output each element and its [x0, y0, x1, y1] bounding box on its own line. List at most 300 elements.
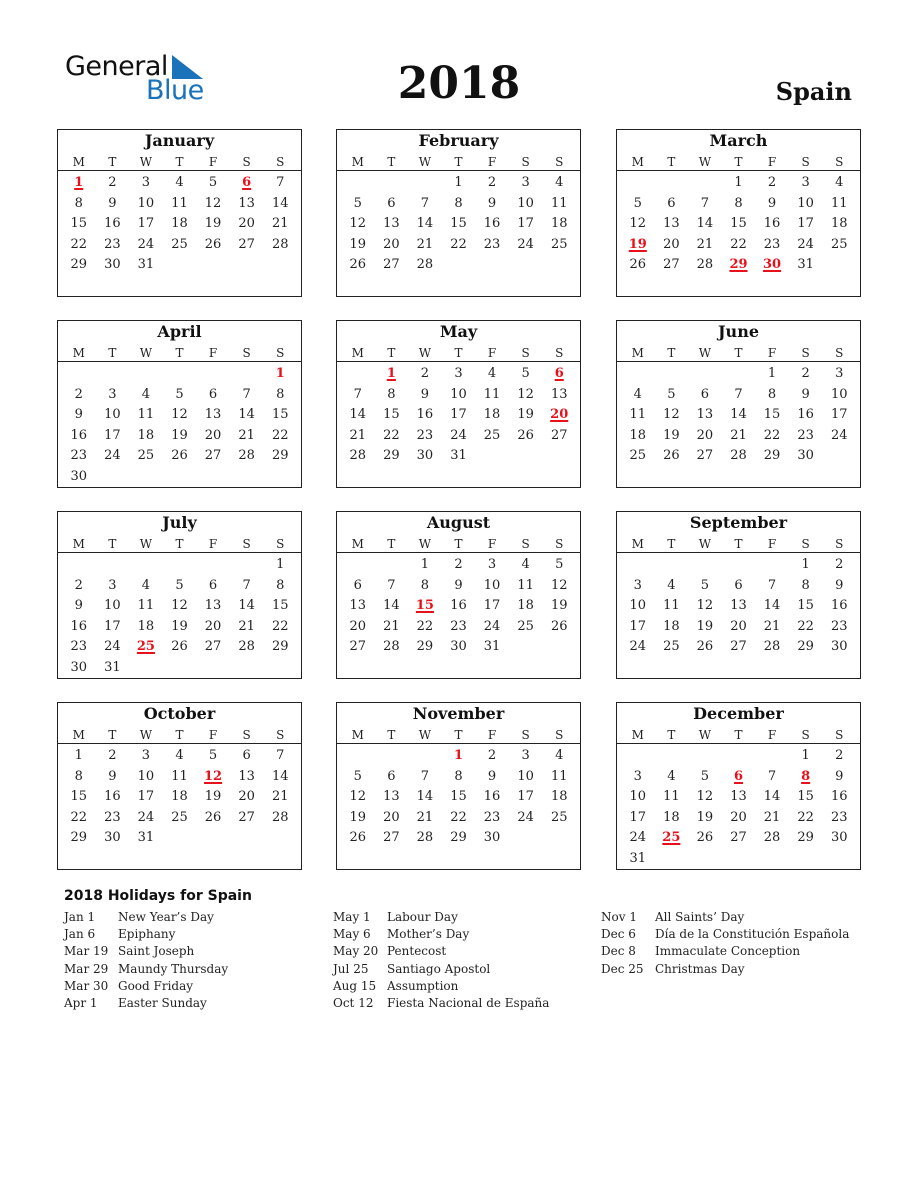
day-cell: 7 — [242, 386, 251, 402]
day-cell: 21 — [416, 809, 434, 825]
day-cell: 14 — [271, 195, 289, 211]
day-cell: 10 — [629, 789, 647, 805]
day-cell: 1 — [74, 748, 83, 763]
day-cell: 11 — [550, 768, 568, 784]
weekday-label: T — [667, 155, 676, 169]
day-cell: 20 — [204, 618, 222, 634]
holiday-day: 1 — [453, 748, 464, 763]
day-cell: 14 — [238, 407, 255, 423]
day-cell: 17 — [629, 809, 647, 825]
logo-text-blue: Blue — [146, 75, 204, 106]
weekday-label: T — [175, 155, 184, 169]
day-cell: 10 — [104, 407, 121, 423]
day-cell: 6 — [242, 748, 251, 763]
day-cell: 13 — [730, 789, 747, 805]
day-cell: 26 — [629, 257, 647, 273]
day-cell: 10 — [450, 386, 467, 402]
day-cell: 8 — [276, 386, 285, 402]
weekday-label: S — [242, 728, 251, 742]
weekday-label: S — [801, 728, 810, 742]
day-cell: 5 — [208, 748, 218, 763]
day-cell: 16 — [70, 427, 88, 443]
holiday-date: Oct 12 — [333, 995, 374, 1010]
day-cell: 9 — [487, 768, 497, 784]
holiday-date: Dec 8 — [601, 944, 636, 959]
holiday-date: May 20 — [333, 944, 379, 959]
weekday-header — [617, 153, 860, 171]
month-june — [616, 320, 861, 488]
day-cell: 30 — [104, 830, 121, 846]
holidays-column — [601, 909, 849, 978]
day-cell: 22 — [450, 236, 467, 252]
holiday-row — [601, 943, 849, 960]
holiday-name: Easter Sunday — [118, 995, 207, 1010]
month-january — [57, 129, 302, 297]
day-cell: 1 — [767, 366, 777, 381]
month-november — [336, 702, 581, 870]
weekday-header — [58, 726, 301, 744]
day-cell: 10 — [483, 577, 501, 593]
day-cell: 29 — [383, 448, 400, 464]
day-grid — [337, 746, 580, 849]
weekday-label: S — [521, 537, 530, 551]
day-grid — [337, 364, 580, 467]
empty-cell — [621, 364, 655, 385]
day-cell: 11 — [517, 577, 534, 593]
day-cell: 24 — [137, 236, 155, 252]
day-cell: 25 — [550, 236, 568, 252]
day-cell: 19 — [696, 618, 714, 634]
day-cell: 21 — [730, 427, 747, 443]
day-cell: 21 — [763, 618, 781, 634]
day-cell: 8 — [734, 195, 743, 211]
day-cell: 4 — [175, 175, 184, 190]
day-cell: 7 — [387, 577, 396, 593]
day-cell: 28 — [763, 639, 781, 655]
weekday-label: T — [454, 155, 463, 169]
day-cell: 19 — [204, 789, 222, 805]
day-cell: 29 — [797, 639, 814, 655]
day-cell: 25 — [830, 236, 848, 252]
day-cell: 15 — [450, 789, 467, 805]
day-cell: 2 — [108, 748, 117, 763]
day-cell: 23 — [797, 427, 814, 443]
day-cell: 15 — [450, 216, 467, 232]
day-cell: 21 — [696, 236, 714, 252]
day-cell: 27 — [383, 257, 400, 273]
day-cell: 19 — [517, 407, 534, 423]
weekday-label: T — [108, 155, 117, 169]
empty-cell — [375, 555, 409, 576]
day-cell: 14 — [763, 789, 781, 805]
day-cell: 3 — [835, 366, 844, 381]
day-cell: 5 — [700, 577, 710, 593]
holiday-day: 1 — [74, 175, 84, 190]
weekday-label: T — [734, 346, 743, 360]
holiday-name: Christmas Day — [655, 961, 745, 976]
day-cell: 8 — [276, 577, 285, 593]
day-cell: 17 — [450, 407, 467, 423]
day-cell: 5 — [633, 195, 642, 211]
day-cell: 29 — [70, 830, 88, 846]
day-cell: 18 — [629, 427, 647, 443]
day-cell: 17 — [517, 216, 534, 232]
weekday-label: T — [734, 537, 743, 551]
day-cell: 9 — [74, 407, 83, 423]
day-cell: 20 — [663, 236, 680, 252]
day-grid — [617, 173, 860, 276]
day-cell: 26 — [204, 809, 222, 825]
day-cell: 4 — [835, 175, 844, 190]
holiday-name: All Saints’ Day — [655, 910, 745, 924]
day-cell: 27 — [204, 639, 222, 655]
holiday-row — [333, 943, 549, 960]
holiday-row — [333, 926, 549, 943]
month-august — [336, 511, 581, 679]
holiday-date: May 6 — [333, 927, 371, 942]
weekday-label: T — [387, 537, 396, 551]
country-label: Spain — [775, 77, 852, 106]
holiday-name: Mother’s Day — [387, 927, 470, 942]
day-cell: 19 — [171, 618, 188, 634]
day-grid — [617, 555, 860, 658]
holiday-name: Labour Day — [387, 910, 458, 924]
weekday-label: W — [418, 155, 432, 169]
holiday-date: Dec 6 — [601, 927, 636, 942]
day-cell: 25 — [171, 809, 188, 825]
weekday-label: M — [631, 728, 644, 742]
holiday-name: Fiesta Nacional de España — [387, 995, 550, 1010]
day-cell: 8 — [767, 386, 777, 402]
day-cell: 16 — [763, 216, 781, 232]
weekday-label: S — [521, 155, 530, 169]
holiday-date: Mar 29 — [64, 961, 109, 976]
holidays-column — [64, 909, 228, 1012]
weekday-label: T — [387, 346, 396, 360]
weekday-label: M — [631, 346, 644, 360]
weekday-label: F — [767, 346, 777, 360]
day-cell: 11 — [137, 598, 155, 614]
day-cell: 24 — [450, 427, 467, 443]
month-may — [336, 320, 581, 488]
weekday-label: W — [139, 346, 153, 360]
empty-cell — [230, 364, 264, 385]
day-cell: 16 — [830, 789, 848, 805]
empty-cell — [655, 746, 689, 767]
day-cell: 14 — [383, 598, 400, 614]
day-cell: 7 — [767, 577, 777, 593]
empty-cell — [230, 555, 264, 576]
empty-cell — [655, 173, 689, 194]
empty-cell — [688, 364, 722, 385]
day-cell: 9 — [108, 195, 117, 211]
weekday-header — [58, 153, 301, 171]
weekday-label: F — [208, 537, 218, 551]
month-name: March — [709, 131, 768, 150]
holiday-day: 30 — [763, 257, 782, 273]
day-cell: 6 — [208, 386, 218, 402]
day-cell: 8 — [387, 386, 396, 402]
day-cell: 10 — [137, 768, 155, 784]
day-cell: 23 — [830, 618, 848, 634]
holiday-row — [333, 978, 549, 995]
day-cell: 3 — [487, 557, 497, 572]
weekday-label: S — [242, 537, 251, 551]
month-name: May — [439, 322, 478, 341]
weekday-label: S — [835, 346, 844, 360]
day-cell: 1 — [801, 748, 810, 763]
day-cell: 13 — [383, 216, 400, 232]
month-july — [57, 511, 302, 679]
day-cell: 9 — [74, 598, 83, 614]
weekday-header — [337, 344, 580, 362]
day-cell: 3 — [521, 175, 530, 190]
day-cell: 20 — [730, 618, 747, 634]
day-cell: 4 — [141, 386, 151, 402]
holiday-day: 6 — [554, 366, 564, 381]
day-cell: 8 — [801, 577, 810, 593]
holiday-row — [64, 995, 228, 1012]
empty-cell — [163, 364, 197, 385]
weekday-label: S — [835, 728, 844, 742]
weekday-header — [58, 535, 301, 553]
day-cell: 29 — [271, 448, 289, 464]
day-cell: 20 — [349, 618, 367, 634]
weekday-label: T — [175, 537, 184, 551]
day-cell: 23 — [70, 448, 88, 464]
day-cell: 18 — [550, 216, 568, 232]
day-cell: 25 — [629, 448, 647, 464]
day-cell: 7 — [242, 577, 251, 593]
day-cell: 14 — [349, 407, 367, 423]
empty-cell — [341, 364, 375, 385]
weekday-label: T — [387, 728, 396, 742]
day-cell: 7 — [734, 386, 743, 402]
day-cell: 25 — [517, 618, 534, 634]
day-cell: 28 — [730, 448, 747, 464]
weekday-label: T — [667, 728, 676, 742]
weekday-label: M — [72, 155, 85, 169]
day-cell: 1 — [276, 557, 285, 572]
day-cell: 11 — [663, 789, 680, 805]
day-cell: 18 — [550, 789, 568, 805]
day-cell: 12 — [696, 598, 714, 614]
empty-cell — [129, 364, 163, 385]
day-cell: 24 — [104, 639, 121, 655]
day-cell: 16 — [830, 598, 848, 614]
empty-cell — [96, 555, 130, 576]
empty-cell — [341, 173, 375, 194]
day-cell: 19 — [550, 598, 568, 614]
day-cell: 31 — [629, 850, 647, 866]
day-cell: 18 — [171, 216, 188, 232]
holiday-date: Apr 1 — [64, 995, 98, 1010]
empty-cell — [62, 555, 96, 576]
weekday-label: W — [698, 537, 712, 551]
day-cell: 20 — [383, 236, 400, 252]
day-cell: 17 — [517, 789, 534, 805]
day-cell: 20 — [238, 789, 255, 805]
day-cell: 3 — [108, 577, 117, 593]
day-grid — [617, 746, 860, 870]
day-cell: 13 — [696, 407, 714, 423]
weekday-label: T — [175, 346, 184, 360]
day-cell: 22 — [797, 809, 814, 825]
weekday-label: W — [418, 728, 432, 742]
day-cell: 20 — [204, 427, 222, 443]
day-cell: 30 — [70, 659, 88, 675]
day-cell: 28 — [383, 639, 400, 655]
day-cell: 2 — [801, 366, 810, 381]
day-cell: 4 — [487, 366, 497, 381]
holiday-day: 25 — [136, 639, 155, 655]
day-cell: 8 — [454, 195, 463, 211]
day-cell: 3 — [633, 768, 642, 784]
weekday-header — [617, 344, 860, 362]
day-cell: 7 — [767, 768, 777, 784]
day-cell: 31 — [483, 639, 501, 655]
day-cell: 2 — [487, 748, 497, 763]
day-grid — [58, 746, 301, 849]
day-cell: 9 — [108, 768, 117, 784]
weekday-label: T — [108, 346, 117, 360]
day-cell: 23 — [450, 618, 467, 634]
weekday-label: T — [108, 728, 117, 742]
holiday-row — [64, 926, 228, 943]
day-cell: 16 — [483, 789, 501, 805]
day-cell: 17 — [104, 427, 121, 443]
month-december — [616, 702, 861, 870]
day-cell: 13 — [730, 598, 747, 614]
day-cell: 18 — [830, 216, 848, 232]
day-cell: 6 — [208, 577, 218, 593]
day-cell: 12 — [171, 598, 188, 614]
day-cell: 29 — [450, 830, 467, 846]
holiday-name: Maundy Thursday — [118, 961, 229, 976]
empty-cell — [196, 555, 230, 576]
day-cell: 2 — [74, 386, 83, 402]
weekday-label: S — [835, 155, 844, 169]
day-cell: 22 — [416, 618, 434, 634]
weekday-header — [617, 535, 860, 553]
day-cell: 30 — [450, 639, 467, 655]
day-cell: 1 — [420, 557, 430, 572]
weekday-label: F — [487, 728, 497, 742]
day-cell: 5 — [208, 175, 218, 190]
day-cell: 29 — [271, 639, 289, 655]
day-grid — [337, 173, 580, 276]
holiday-row — [601, 926, 849, 943]
day-cell: 15 — [271, 598, 289, 614]
day-cell: 22 — [70, 236, 88, 252]
weekday-label: F — [487, 155, 497, 169]
empty-cell — [408, 173, 442, 194]
day-cell: 30 — [483, 830, 501, 846]
empty-cell — [96, 364, 130, 385]
holiday-date: Nov 1 — [601, 910, 637, 924]
weekday-label: S — [555, 728, 564, 742]
day-cell: 16 — [416, 407, 434, 423]
weekday-label: T — [454, 346, 463, 360]
day-cell: 23 — [483, 809, 501, 825]
weekday-label: F — [487, 346, 497, 360]
empty-cell — [341, 746, 375, 767]
weekday-label: T — [667, 346, 676, 360]
day-cell: 2 — [835, 557, 844, 572]
holiday-date: Aug 15 — [333, 978, 377, 993]
day-cell: 18 — [663, 618, 680, 634]
weekday-label: T — [454, 728, 463, 742]
weekday-label: F — [767, 728, 777, 742]
weekday-label: W — [139, 728, 153, 742]
day-cell: 24 — [483, 618, 501, 634]
day-cell: 16 — [70, 618, 88, 634]
day-cell: 23 — [483, 236, 501, 252]
weekday-label: S — [521, 728, 530, 742]
day-cell: 5 — [175, 386, 184, 402]
day-cell: 1 — [734, 175, 743, 190]
day-cell: 3 — [108, 386, 117, 402]
day-cell: 9 — [487, 195, 497, 211]
day-cell: 2 — [487, 175, 497, 190]
month-name: August — [426, 513, 491, 532]
day-cell: 16 — [797, 407, 814, 423]
day-cell: 19 — [204, 216, 222, 232]
holidays-title: 2018 Holidays for Spain — [64, 888, 252, 904]
day-cell: 24 — [629, 639, 647, 655]
day-cell: 4 — [521, 557, 530, 572]
empty-cell — [722, 364, 756, 385]
day-cell: 12 — [663, 407, 680, 423]
day-cell: 4 — [175, 748, 184, 763]
day-cell: 21 — [271, 789, 289, 805]
day-cell: 29 — [416, 639, 434, 655]
holiday-row — [64, 961, 228, 978]
empty-cell — [755, 555, 789, 576]
page-title-year: 2018 — [397, 58, 521, 109]
day-cell: 26 — [696, 830, 714, 846]
day-cell: 4 — [667, 768, 676, 784]
day-cell: 22 — [797, 618, 814, 634]
day-cell: 5 — [353, 768, 362, 784]
day-cell: 22 — [383, 427, 400, 443]
day-cell: 30 — [830, 639, 848, 655]
day-cell: 9 — [420, 386, 430, 402]
day-cell: 17 — [483, 598, 501, 614]
month-name: November — [412, 704, 505, 723]
holiday-name: New Year’s Day — [118, 910, 214, 924]
day-cell: 26 — [349, 830, 367, 846]
day-cell: 21 — [271, 216, 289, 232]
day-cell: 28 — [416, 830, 434, 846]
day-cell: 14 — [416, 789, 434, 805]
day-cell: 15 — [70, 789, 88, 805]
day-cell: 6 — [353, 577, 362, 593]
weekday-header — [617, 726, 860, 744]
day-cell: 21 — [349, 427, 367, 443]
day-grid — [58, 364, 301, 488]
day-cell: 31 — [137, 257, 155, 273]
day-cell: 27 — [730, 830, 747, 846]
day-cell: 26 — [663, 448, 680, 464]
day-cell: 5 — [700, 768, 710, 784]
empty-cell — [408, 746, 442, 767]
weekday-label: S — [242, 155, 251, 169]
weekday-label: M — [631, 537, 644, 551]
day-cell: 28 — [349, 448, 367, 464]
day-cell: 20 — [238, 216, 255, 232]
weekday-label: M — [72, 346, 85, 360]
